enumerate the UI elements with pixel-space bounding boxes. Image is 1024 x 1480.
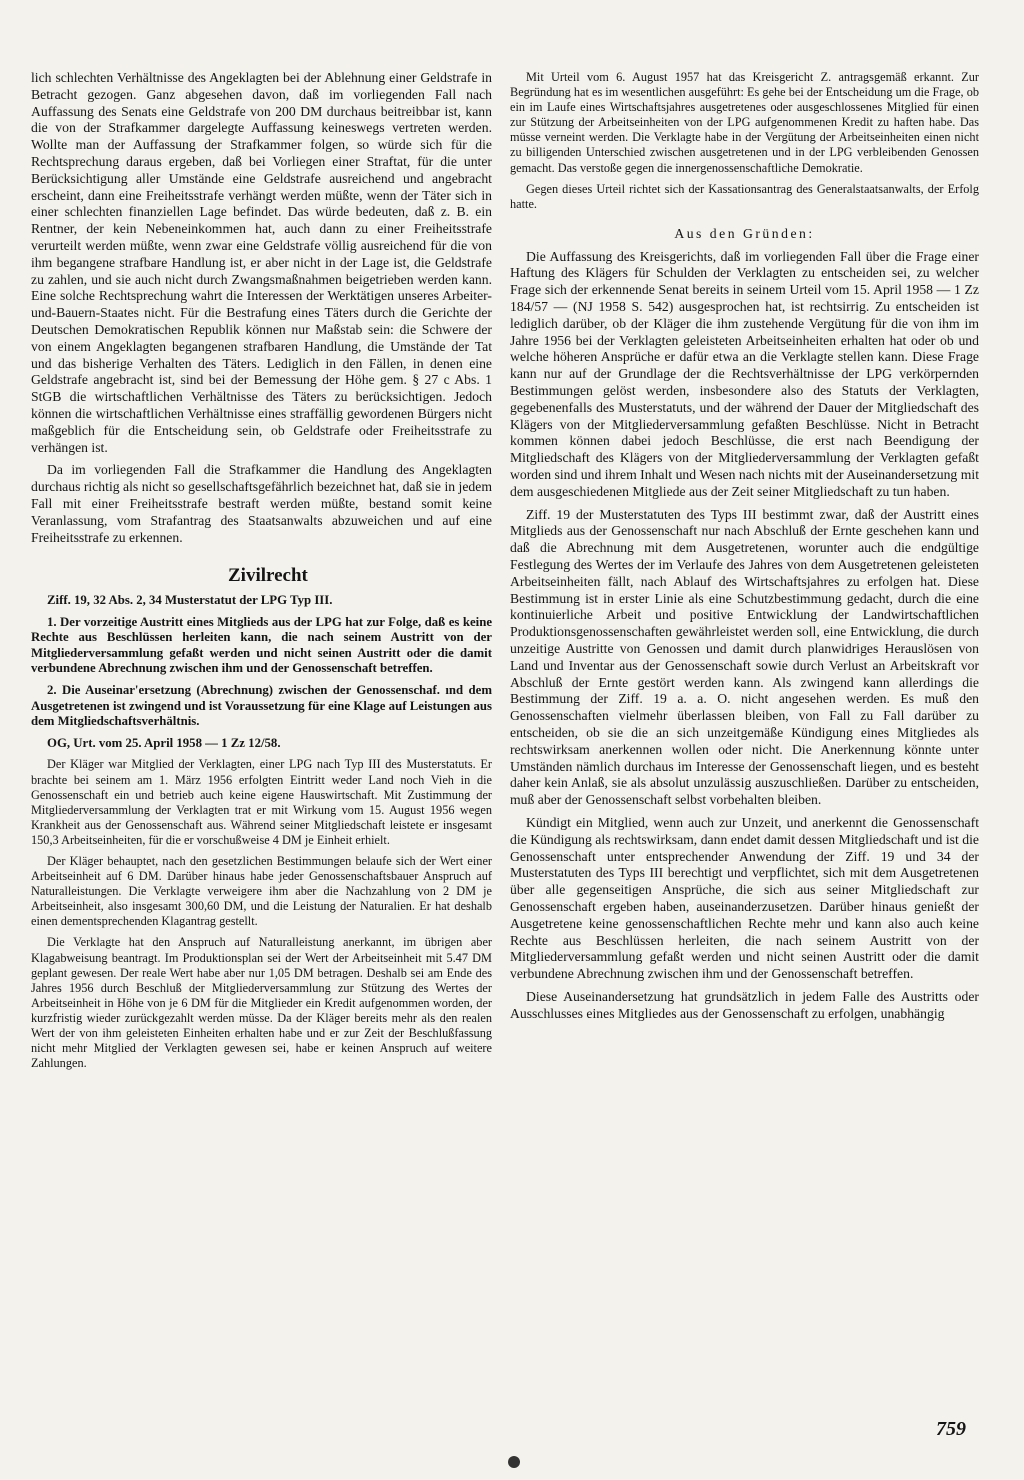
facts-paragraph: Mit Urteil vom 6. August 1957 hat das Kreisgericht Z. antragsgemäß erkannt. Zur Begründung hat es im wesentlichen ausgeführt: Es gehe bei der Entscheidung um die Frage, ob ein im Laufe eines Wirtschaftsjahres ausgetretenes oder ausgeschlossenes Mitglied für einen zur Stützung der Arbeitseinheiten von der LPG aufgenommenen Kredit zu haften habe. Das müsse verneint werden. Die Verklagte habe in der Vergütung der Arbeitseinheiten einen nicht zu billigenden Unterschied zwischen ausgetretenen und in der LPG verbleibenden Genossen gemacht. Das verstoße gegen die innergenossenschaftliche Demokratie.: [510, 70, 979, 175]
paragraph: Kündigt ein Mitglied, wenn auch zur Unzeit, und anerkennt die Genossenschaft die Kündigung als rechtswirksam, dann endet damit dessen Mitgliedschaft und ist die Genossenschaft unter entsprechender Anwendung der Ziff. 19 und 34 der Musterstatuten des Typs III berechtigt und verpflichtet, sich mit dem Ausgetretenen über alle gegenseitigen Ansprüche, die sich aus seiner Mitgliedschaft zur Genossenschaft ergeben haben, auseinanderzusetzen. Darüber hinaus genießt der Ausgetretene keine genossenschaftlichen Rechte mehr und kann also auch keine Rechte aus Beschlüssen herleiten, die nach seinem Austritt von der Mitgliederversammlung gefaßt werden und nicht seinen Austritt oder die damit verbundene Abrechnung zwischen ihm und der Genossenschaft betreffen.: [510, 814, 979, 982]
paragraph: lich schlechten Verhältnisse des Angeklagten bei der Ablehnung einer Geldstrafe in Betracht gezogen. Ganz abgesehen davon, daß im vorliegenden Fall nach Auffassung des Senats eine Geldstrafe von 200 DM durchaus beitreibbar ist, kann die von der Strafkammer dargelegte Auffassung keineswegs vertreten werden. Wollte man der Auffassung der Strafkammer folgen, so würde sich für die Rechtsprechung daraus ergeben, daß bei Vorliegen einer Straftat, für die unter Berücksichtigung aller Umstände eine Geldstrafe ausreichend und angebracht erscheint, dann eine Freiheitsstrafe verhängt werden müßte, wenn der Täter sich in einer schlechten finanziellen Lage befindet. Das würde bedeuten, daß z. B. ein Rentner, der kein Nebeneinkommen hat, auch dann zu einer Freiheitsstrafe verurteilt werden müßte, wenn zwar eine Geldstrafe völlig ausreichend für die von ihm begangene strafbare Handlung ist, er aber nicht in der Lage ist, die Geldstrafe zu zahlen, und sie auch nicht durch Zwangsmaßnahmen beigetrieben werden kann. Eine solche Rechtsprechung wahrt die Interessen der Werktätigen unseres Arbeiter-und-Bauern-Staates nicht. Für die Bestrafung eines Täters durch die Gerichte der Deutschen Demokratischen Republik können nur Maßstab sein: die Schwere der von einem Angeklagten begangenen strafbaren Handlung, die Umstände der Tat und das bisherige Verhalten des Täters. Lediglich in den Fällen, in denen eine Geldstrafe angebracht ist, sind bei der Bemessung der Höhe gem. § 27 c Abs. 1 StGB die wirtschaftlichen Verhältnisse des Täters zu berücksichtigen. Jedoch können die wirtschaftlichen Verhältnisse eines straffällig gewordenen Bürgers nicht maßgeblich für die Entscheidung sein, ob Geldstrafe oder Freiheitsstrafe zu verhängen ist.: [31, 70, 492, 455]
court-citation: OG, Urt. vom 25. April 1958 — 1 Zz 12/58.: [47, 735, 281, 750]
headnote-2: 2. Die Auseinar'ersetzung (Abrechnung) zwischen der Genossenschaf. ınd dem Ausgetretenen ist zwingend und ist Voraussetzung für eine Klage auf Leistungen aus dem Mitgliedschaftsverhältnis.: [31, 683, 492, 729]
facts-paragraph: Gegen dieses Urteil richtet sich der Kassationsantrag des Generalstaatsanwalts, der Erfolg hatte.: [510, 181, 979, 211]
right-column: [510, 70, 979, 1029]
ink-smudge: [508, 1456, 520, 1468]
facts-paragraph: Die Verklagte hat den Anspruch auf Naturalleistung anerkannt, im übrigen aber Klagabweisung beantragt. Im Produktionsplan sei der Wert der Arbeitseinheit mit 5.47 DM geplant gewesen. Der reale Wert habe aber nur 1,05 DM betragen. Deshalb sei am Ende des Jahres 1956 durch Beschluß der Mitgliederversammlung zur Stützung des Wertes der Arbeitseinheit in Höhe von je 6 DM für die Mitglieder ein Kredit aufgenommen worden, der kurzfristig wieder zurückgezahlt werden müsse. Da der Kläger bereits mehr als den realen Wert der von ihm geleisteten Einheiten erhalten habe und er zur Zeit der Beschlußfassung nicht mehr Mitglied der Verklagten gewesen sei, habe er keinen Anspruch auf weitere Zahlungen.: [31, 935, 492, 1071]
page-number: 759: [936, 1418, 966, 1440]
section-heading: Zivilrecht: [228, 565, 308, 587]
paragraph: Diese Auseinandersetzung hat grundsätzlich in jedem Falle des Austritts oder Ausschlusses eines Mitgliedes aus der Genossenschaft zu erfolgen, unabhängig: [510, 988, 979, 1021]
paragraph: Da im vorliegenden Fall die Strafkammer die Handlung des Angeklagten durchaus richtig als nicht so gesellschaftsgefährlich bezeichnet hat, daß sie in jedem Fall mit einer Freiheitsstrafe bestraft werden müßte, bestand somit keine Veranlassung, vom Strafantrag des Staatsanwalts abzuweichen und auf eine Freiheitsstrafe zu erkennen.: [31, 462, 492, 545]
facts-paragraph: Der Kläger behauptet, nach den gesetzlichen Bestimmungen belaufe sich der Wert einer Arbeitseinheit auf 6 DM. Darüber hinaus habe jeder Genossenschaftsbauer Anspruch auf Naturalleistungen. Die Verklagte verweigere ihm aber die Nachzahlung von 2 DM je Arbeitseinheit, also insgesamt 300,60 DM, und die Leistung der Naturalien. Er hat deshalb einen dementsprechenden Klagantrag gestellt.: [31, 854, 492, 929]
paragraph: Die Auffassung des Kreisgerichts, daß im vorliegenden Fall über die Frage einer Haftung des Klägers für Schulden der Verklagten zu entscheiden sei, zu welcher Frage sich der erkennende Senat bereits in seinem Urteil vom 15. April 1958 — 1 Zz 184/57 — (NJ 1958 S. 542) ausgesprochen hat, ist rechtsirrig. Zu entscheiden ist lediglich darüber, ob der Kläger die ihm zustehende Vergütung für die von ihm im Jahre 1956 bei der Verklagten geleisteten Arbeitseinheiten erhalten hat oder ob und welche höheren Ansprüche er dafür etwa an die Verklagte stellen kann. Diese Frage kann nur auf der Grundlage der die Rechtsverhältnisse der LPG verkörpernden Bestimmungen gelöst werden, insbesondere also des Statuts der Verklagten, gegebenenfalls des Musterstatuts, und der während der Dauer der Mitgliedschaft des Klägers von der Mitgliederversammlung gefaßten Beschlüsse. Nicht in Betracht kommen können dabei jedoch Beschlüsse, die erst nach Beendigung der Mitgliedschaft des Klägers von der Mitgliederversammlung der Verklagten gefaßt worden sind und ihrem Inhalt und Wesen nach nichts mit der Auseinandersetzung mit dem ausgeschiedenen Mitgliede aus der Zeit seiner Mitgliedschaft zu tun haben.: [510, 248, 979, 499]
facts-paragraph: Der Kläger war Mitglied der Verklagten, einer LPG nach Typ III des Musterstatuts. Er brachte bei seinem am 1. März 1956 erfolgten Eintritt weder Land noch Vieh in die Genossenschaft ein und betrieb auch keine eigene Hauswirtschaft. Mit Zustimmung der Mitgliederversammlung der Verklagten trat er mit Wirkung vom 15. August 1956 wegen Krankheit aus der Genossenschaft aus. Während seiner Mitgliedschaft leistete er insgesamt 150,3 Arbeitseinheiten, für die er vorschußweise 4 DM je Einheit erhielt.: [31, 757, 492, 847]
headnote-1: 1. Der vorzeitige Austritt eines Mitglieds aus der LPG hat zur Folge, daß es keine Rechte aus Beschlüssen herleiten kann, die nach seinem Austritt von der Mitgliederversammlung gefaßt werden und nicht seinen Austritt oder die damit verbundene Abrechnung zwischen ihm und der Genossenschaft betreffen.: [31, 614, 492, 676]
headnote-norm: Ziff. 19, 32 Abs. 2, 34 Musterstatut der LPG Typ III.: [47, 593, 333, 608]
paragraph: Ziff. 19 der Musterstatuten des Typs III bestimmt zwar, daß der Austritt eines Mitglieds aus der Genossenschaft nur nach Abschluß der Ernte geschehen kann und daß die Abrechnung mit dem Ausgetretenen, worunter auch die endgültige Festlegung des Wertes der im Verlaufe des Jahres von dem Ausgetretenen geleisteten Arbeitseinheiten fällt, nach Ablauf des Wirtschaftsjahres zu erfolgen hat. Diese Bestimmung ist in erster Linie als eine Schutzbestimmung gedacht, durch die eine kontinuierliche Arbeit und positive Entwicklung der Landwirtschaftlichen Produktionsgenossenschaften gewährleistet werden soll, eine Entwicklung, die durch unzeitige Austritte von Genossen und damit durch planwidriges Herauslösen von Land und Inventar aus der Genossenschaft sowie durch Verlust an Arbeitskraft vor Abschluß der Ernte gestört werden kann. Als zwingend kann allerdings die Bestimmung der Ziff. 19 a. a. O. nicht angesehen werden. Es muß den Genossenschaften vielmehr überlassen bleiben, von Fall zu Fall darüber zu entscheiden, ob sie die an sich unzeitgemäße Kündigung eines Mitgliedes als rechtswirksam anerkennen wollen oder nicht. Die Anerkennung könnte unter Umständen nämlich durchaus im Interesse der Genossenschaft liegen, und es besteht daher kein Anlaß, sie als absolut unzulässig auszuschließen. Darüber zu entscheiden, muß aber der Genossenschaft selbst vorbehalten bleiben.: [510, 506, 979, 808]
left-column: [31, 70, 492, 1077]
reasons-heading: Aus den Gründen:: [674, 225, 815, 241]
